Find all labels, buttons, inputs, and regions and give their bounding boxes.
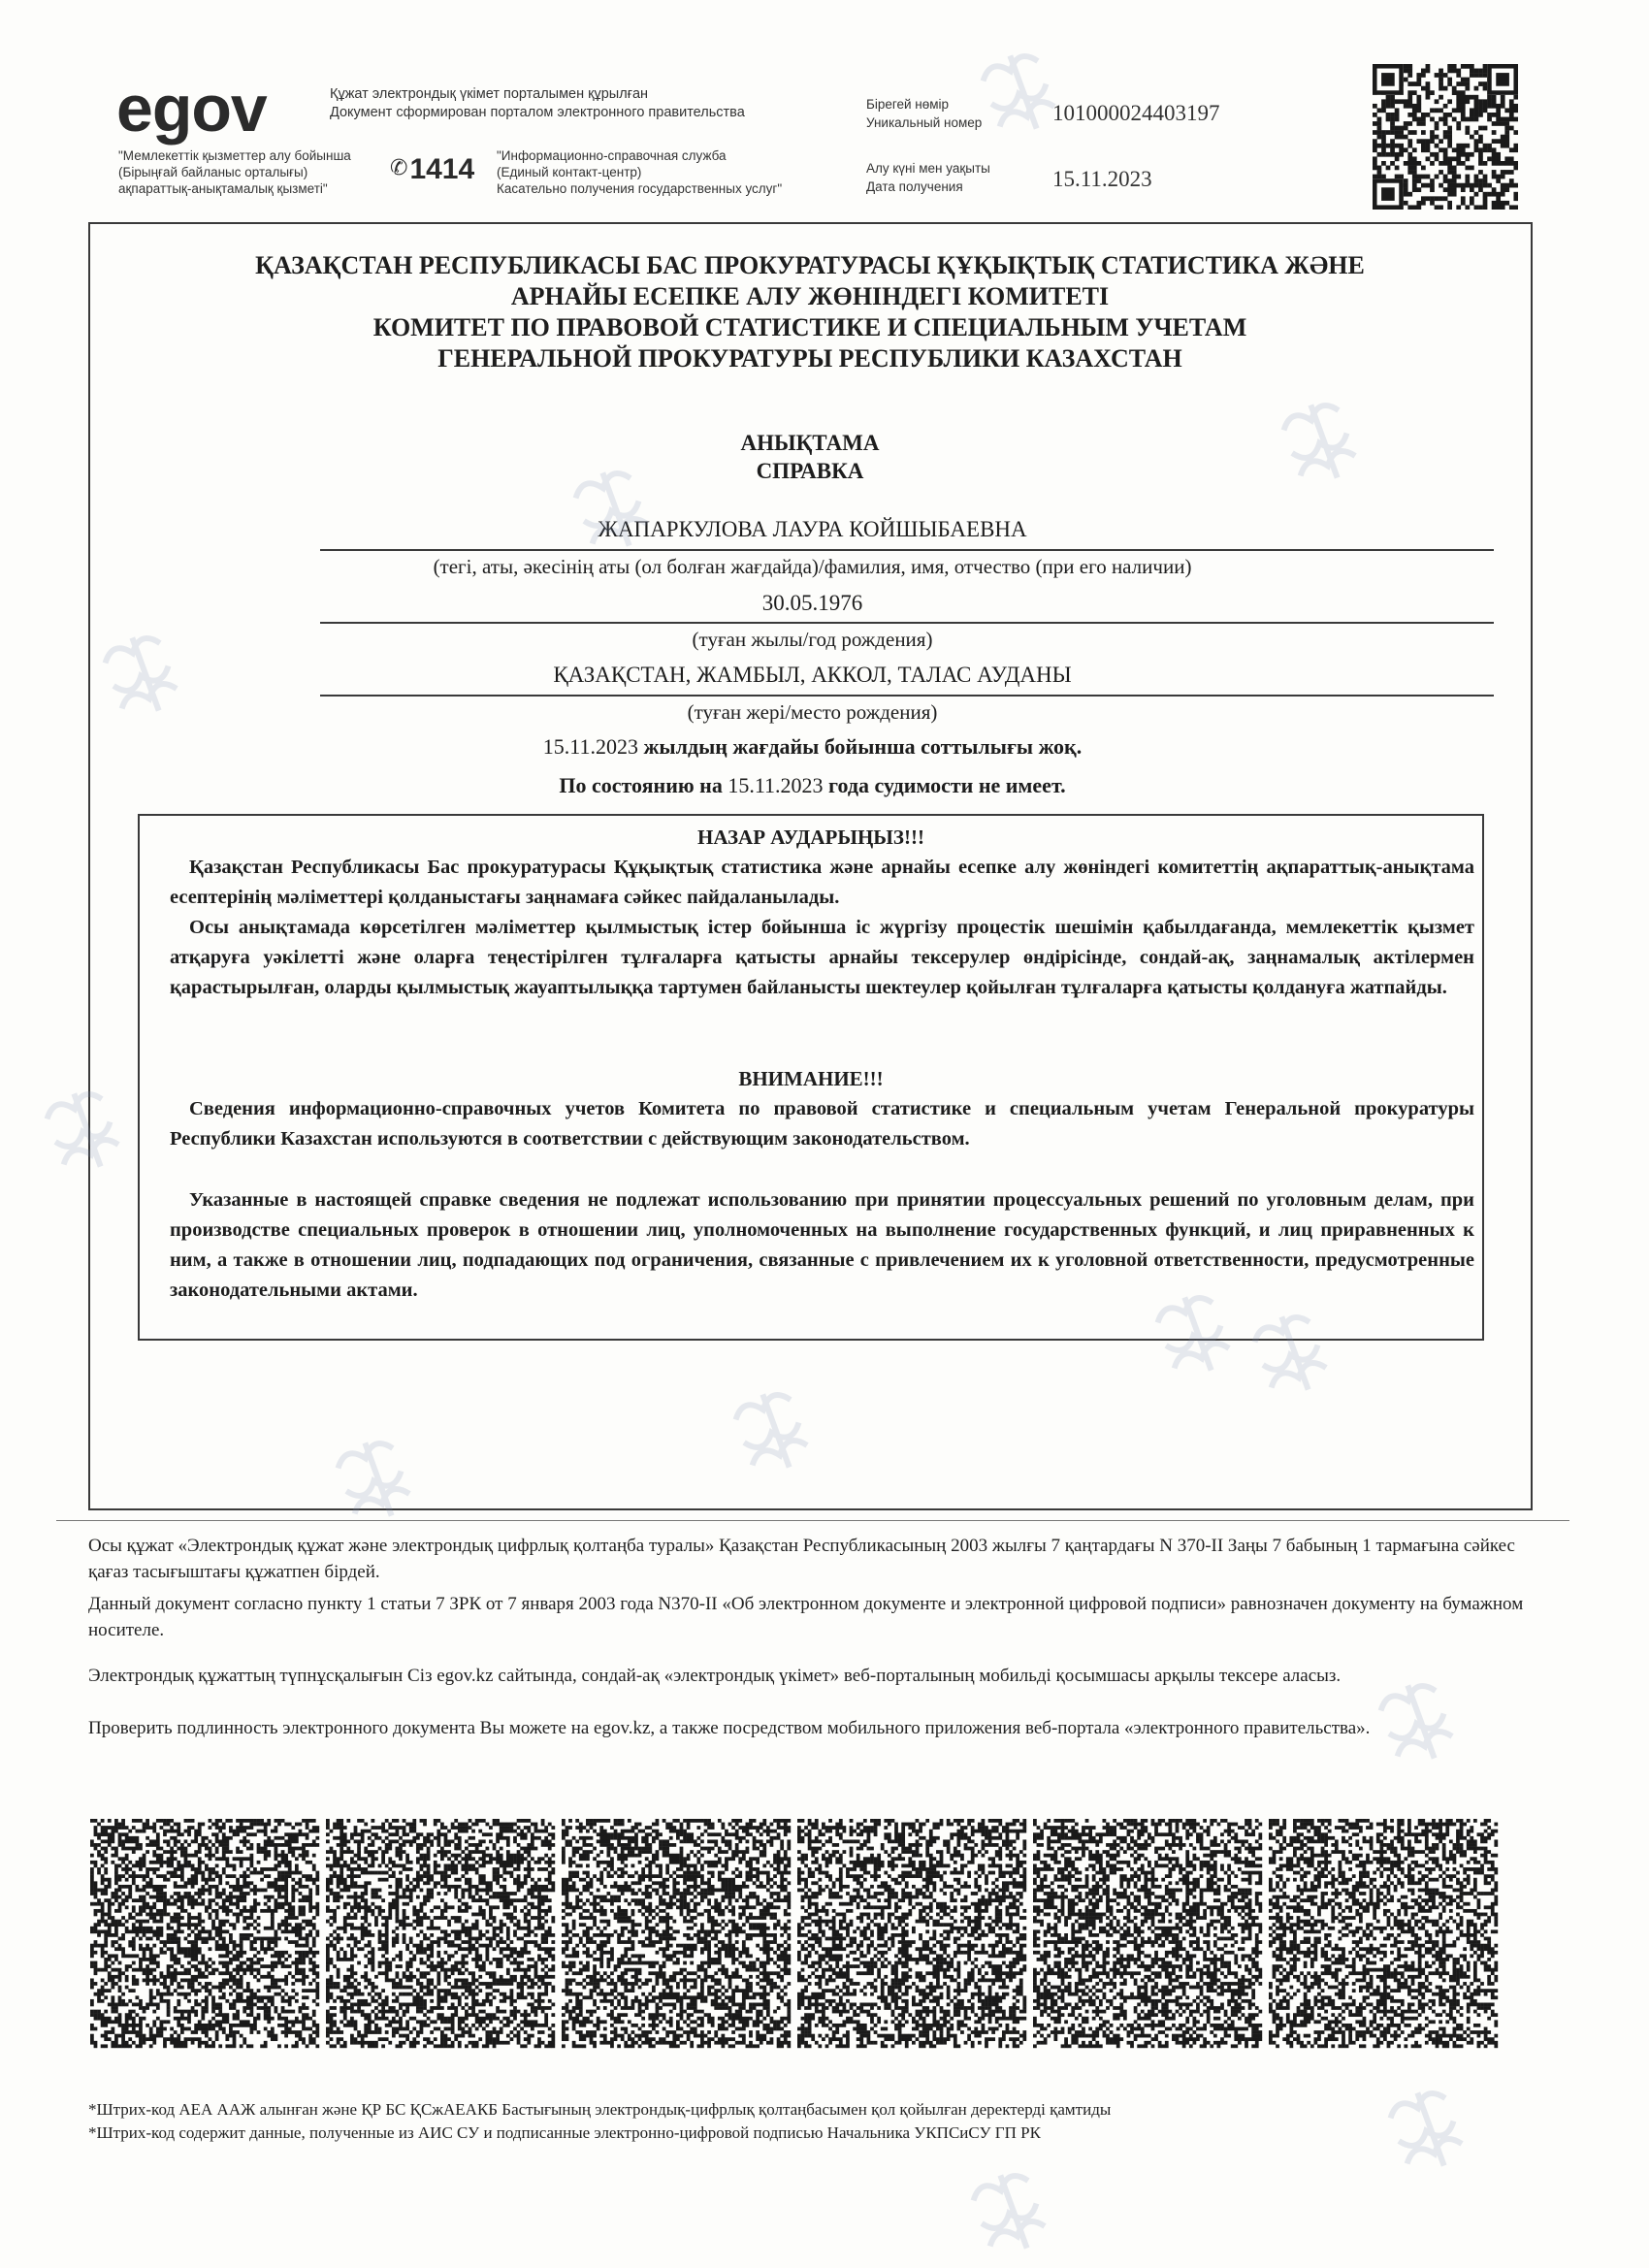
watermark-ornament bbox=[723, 1377, 829, 1484]
verdict-kk bbox=[320, 734, 1305, 760]
verdict-kk-date: 15.11.2023 bbox=[542, 734, 638, 759]
portal-statement-kk: Құжат электрондық үкімет порталымен құрылған bbox=[330, 86, 649, 102]
unique-number: 101000024403197 bbox=[1052, 101, 1220, 125]
verdict-ru bbox=[320, 773, 1305, 798]
organization-line: КОМИТЕТ ПО ПРАВОВОЙ СТАТИСТИКЕ И СПЕЦИАЛЬНЫМ УЧЕТАМ bbox=[372, 313, 1247, 341]
watermark-ornament bbox=[1377, 2076, 1484, 2183]
watermark-ornament bbox=[1271, 388, 1377, 495]
document-title-ru: СПРАВКА bbox=[756, 459, 864, 483]
footer-divider bbox=[56, 1520, 1569, 1521]
verdict-kk-text: жылдың жағдайы бойынша соттылығы жоқ. bbox=[637, 734, 1083, 759]
issue-date: 15.11.2023 bbox=[1052, 167, 1152, 191]
service-center-line: "Мемлекеттік қызметтер алу бойынша bbox=[118, 148, 351, 163]
reference-service-line: Касательно получения государственных услуг" bbox=[497, 181, 783, 196]
watermark-ornament bbox=[1368, 1669, 1474, 1775]
watermark-ornament bbox=[1242, 1300, 1348, 1407]
birth-date-underline bbox=[320, 622, 1494, 624]
date-label-ru: Дата получения bbox=[866, 179, 963, 194]
date-label-kk: Алу күні мен уақыты bbox=[866, 161, 990, 176]
watermark-ornament bbox=[34, 1077, 141, 1183]
verdict-ru-text: года судимости не имеет. bbox=[823, 773, 1066, 797]
law-statement-ru: Данный документ согласно пункту 1 статьи 7 ЗРК от 7 января 2003 года N370-II «Об электронном документе и электронной цифровой подписи» равнозначен документу на бумажном носителе. bbox=[88, 1594, 1524, 1640]
verify-note-kk: Электрондық құжаттың түпнұсқалығын Сіз egov.kz сайтында, сондай-ақ «электрондық үкімет» веб-порталының мобильді қосымшасы арқылы тексере аласыз. bbox=[88, 1666, 1342, 1686]
service-center-line: ақпараттық-анықтамалық қызметі" bbox=[118, 181, 328, 196]
barcode-strip bbox=[88, 1817, 1504, 2050]
phone-icon: ✆ bbox=[390, 155, 408, 179]
organization-title bbox=[155, 250, 1465, 374]
notice-paragraph-ru-1: Сведения информационно-справочных учетов Комитета по правовой статистике и специальным учетам Генеральной прокуратуры Республики Казахстан используются в соответствии с действующим законодательством. bbox=[170, 1098, 1474, 1150]
birth-place-caption: (туған жері/место рождения) bbox=[687, 700, 938, 724]
name-caption: (тегі, аты, әкесінің аты (ол болған жағдайда)/фамилия, имя, отчество (при его наличии) bbox=[433, 555, 1192, 578]
notice-heading-ru: ВНИМАНИЕ!!! bbox=[738, 1067, 884, 1090]
birth-place-underline bbox=[320, 695, 1494, 697]
egov-logo bbox=[116, 72, 267, 146]
phone-number: 1414 bbox=[409, 153, 475, 185]
service-center-note bbox=[118, 147, 400, 197]
notice-paragraph-kk-1: Қазақстан Республикасы Бас прокуратурасы Құқықтық статистика және арнайы есепке алу жөніндегі комитеттің ақпараттық-анықтама есептерінің мәліметтері қолданыстағы заңнамаға сәйкес пайдаланылады. bbox=[170, 857, 1474, 908]
verify-note-ru: Проверить подлинность электронного документа Вы можете на egov.kz, а также посредством мобильного приложения веб-портала «электронного правительства». bbox=[88, 1718, 1371, 1738]
unique-number-label-ru: Уникальный номер bbox=[866, 115, 983, 130]
watermark-ornament bbox=[563, 456, 669, 563]
date-label bbox=[866, 159, 990, 196]
verdict-ru-date: 15.11.2023 bbox=[728, 773, 824, 797]
organization-line: ҚАЗАҚСТАН РЕСПУБЛИКАСЫ БАС ПРОКУРАТУРАСЫ ҚҰҚЫҚТЫҚ СТАТИСТИКА ЖӘНЕ bbox=[255, 251, 1365, 279]
portal-statement-ru: Документ сформирован порталом электронного правительства bbox=[330, 105, 745, 120]
watermark-ornament bbox=[92, 621, 199, 728]
notice-paragraph-kk-2: Осы анықтамада көрсетілген мәліметтер қылмыстық істер бойынша іс жүргізу процестік шешімін қабылдағанда, мемлекеттік қызмет атқаруға уәкілетті және оларға теңестірілген тұлғаларға қатысты арнайы тексерулер өндірісінде, сондай-ақ, заңнамалық актілермен қарастырылған, оларды қылмыстық жауаптылыққа тартумен байланысты шектеулер қойылған тұлғаларға қатысты қолдануға жатпайды. bbox=[170, 917, 1474, 998]
unique-number-label-kk: Бірегей нөмір bbox=[866, 97, 950, 112]
unique-number-label bbox=[866, 95, 982, 132]
notice-heading-kk: НАЗАР АУДАРЫҢЫЗ!!! bbox=[697, 826, 924, 849]
qr-code bbox=[1373, 64, 1518, 210]
service-center-line: (Бірыңғай байланыс орталығы) bbox=[118, 165, 308, 179]
organization-line: ГЕНЕРАЛЬНОЙ ПРОКУРАТУРЫ РЕСПУБЛИКИ КАЗАХСТАН bbox=[437, 344, 1182, 373]
watermark-ornament bbox=[960, 2158, 1067, 2265]
birth-date-caption: (туған жылы/год рождения) bbox=[692, 628, 933, 651]
notice-paragraph-ru-2: Указанные в настоящей справке сведения не подлежат использованию при принятии процессуальных решений по уголовным делам, при производстве специальных проверок в отношении лиц, уполномоченных на выполнение государственных функций, и лиц приравненных к ним, а также в отношении лиц, подпадающих под ограничения, связанные с привлечением их к уголовной ответственности, предусмотренные законодательными актами. bbox=[170, 1189, 1474, 1301]
barcode-footnote-ru: *Штрих-код содержит данные, полученные из АИС СУ и подписанные электронно-цифровой подписью Начальника УКПСиСУ ГП РК bbox=[88, 2123, 1041, 2142]
reference-service-note bbox=[497, 147, 856, 197]
reference-service-line: (Единый контакт-центр) bbox=[497, 165, 642, 179]
reference-service-line: "Информационно-справочная служба bbox=[497, 148, 727, 163]
document-title-kk: АНЫҚТАМА bbox=[740, 431, 880, 455]
watermark-ornament bbox=[325, 1426, 432, 1533]
portal-statement bbox=[330, 85, 834, 122]
verdict-ru-prefix: По состоянию на bbox=[559, 773, 728, 797]
egov-logo-text: egov bbox=[116, 72, 267, 146]
watermark-ornament bbox=[1145, 1280, 1251, 1387]
birth-date: 30.05.1976 bbox=[761, 591, 863, 615]
organization-line: АРНАЙЫ ЕСЕПКЕ АЛУ ЖӨНІНДЕГІ КОМИТЕТІ bbox=[510, 282, 1110, 310]
birth-place: ҚАЗАҚСТАН, ЖАМБЫЛ, АККОЛ, ТАЛАС АУДАНЫ bbox=[553, 663, 1072, 687]
law-statement-kk: Осы құжат «Электрондық құжат және электрондық цифрлық қолтаңба туралы» Қазақстан Республикасының 2003 жылғы 7 қаңтардағы N 370-II Заңы 7 бабының 1 тармағына сәйкес қағаз тасығыштағы құжатпен бірдей. bbox=[88, 1536, 1515, 1582]
contact-phone bbox=[390, 153, 474, 186]
person-name: ЖАПАРКУЛОВА ЛАУРА КОЙШЫБАЕВНА bbox=[598, 517, 1027, 541]
barcode-footnote-kk: *Штрих-код АЕА ААЖ алынған және ҚР БС ҚСжАЕАКБ Бастығының электрондық-цифрлық қолтаңбасымен қол қойылған деректерді қамтиды bbox=[88, 2100, 1112, 2119]
watermark-ornament bbox=[970, 39, 1077, 146]
name-underline bbox=[320, 549, 1494, 551]
